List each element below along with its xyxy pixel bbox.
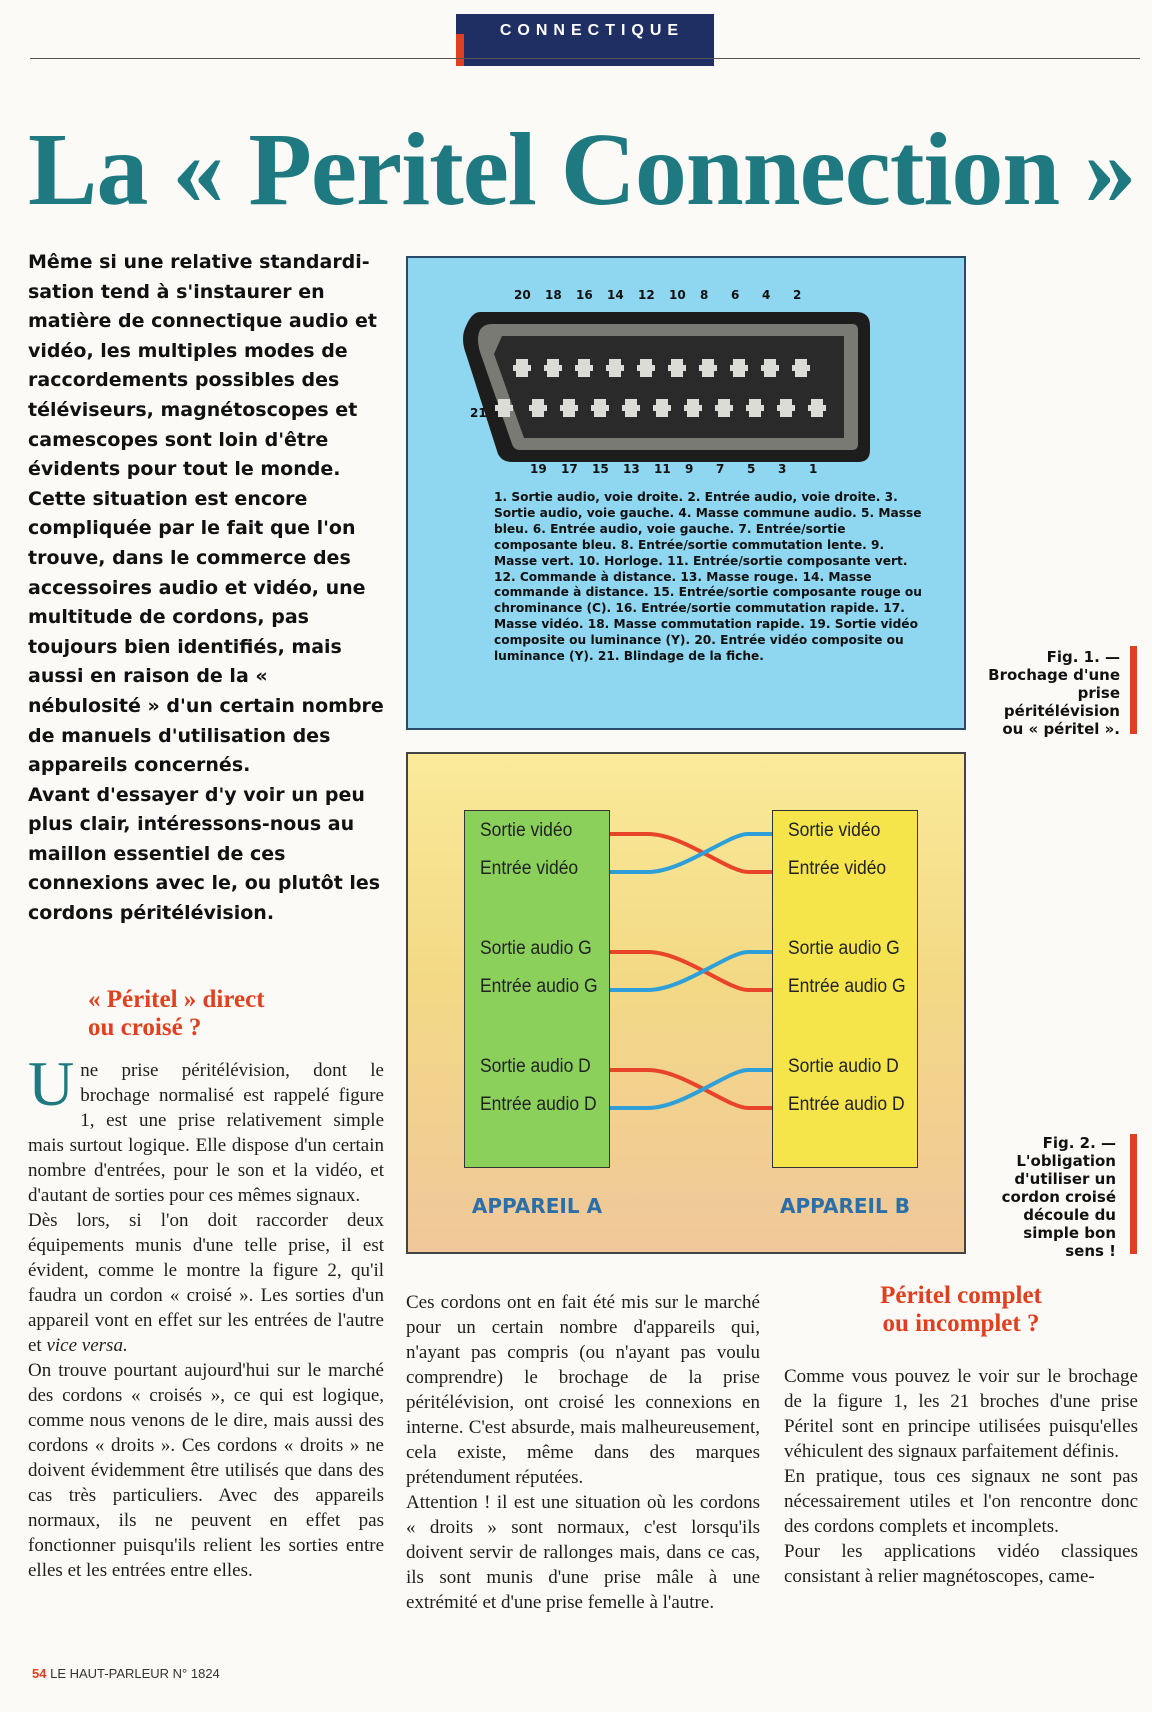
signal-label-a: Entrée audio G	[480, 976, 598, 997]
pin-number-8: 8	[700, 288, 709, 302]
signal-label-a: Sortie audio D	[480, 1056, 591, 1077]
wire-output-a-to-input-b	[610, 952, 772, 990]
wire-input-a-from-output-b	[610, 1070, 772, 1108]
paragraph: Ces cordons ont en fait été mis sur le marché pour un certain nombre d'appareils qui, n'ayant pas compris (ou n'ayant pas voulu comprendre) le brochage de la prise péritélévision, ont croisé les connexions en interne. C'est absurde, mais malheureusement, cela existe, même dans des marques prétendument réputées.	[406, 1292, 760, 1488]
italic-term: vice versa.	[46, 1335, 128, 1356]
pin-6-tab	[730, 365, 748, 371]
figure-1-caption: Fig. 1. — Brochage d'une prise péritélévision ou « péritel ».	[988, 648, 1120, 738]
pin-18-tab	[544, 365, 562, 371]
pin-12-tab	[637, 365, 655, 371]
signal-label-b: Sortie audio G	[788, 938, 900, 959]
pin-number-20: 20	[514, 288, 531, 302]
caption-accent-bar	[1130, 646, 1137, 734]
pin-legend: 1. Sortie audio, voie droite. 2. Entrée audio, voie droite. 3. Sortie audio, voie gauche. 4. Masse commune audio. 5. Masse bleu. 6. Entrée audio, voie gauche. 7. Entrée/sortie composante bleu. 8. Entrée/sortie commutation lente. 9. Masse vert. 10. Horloge. 11. Entrée/sortie composante vert. 12. Commande à distance. 13. Masse rouge. 14. Masse commande à distance. 15. Entrée/sortie composante rouge ou chrominance (C). 16. Entrée/sortie commutation rapide. 17. Masse vidéo. 18. Masse commutation rapide. 19. Sortie vidéo composite ou luminance (Y). 20. Entrée vidéo composite ou luminance (Y). 21. Blindage de la fiche.	[494, 490, 922, 664]
intro-text	[28, 248, 384, 929]
signal-label-a: Sortie audio G	[480, 938, 592, 959]
pin-number-15: 15	[592, 462, 609, 476]
magazine-issue: LE HAUT-PARLEUR N° 1824	[50, 1666, 220, 1681]
pin-number-1: 1	[809, 462, 818, 476]
figure-2-crossed-cable	[406, 752, 966, 1254]
pin-number-13: 13	[623, 462, 640, 476]
intro-paragraph: Cette situation est encore compliquée par le fait que l'on trouve, dans le commerce des accessoires audio et vidéo, une multitude de cordons, pas toujours bien identifiés, mais aussi en raison de la « nébulosité » d'un certain nombre de manuels d'utilisation des appareils concernés.	[28, 487, 384, 777]
signal-label-a: Sortie vidéo	[480, 820, 573, 841]
figure-2-caption: Fig. 2. — L'obligation d'utiliser un cordon croisé découle du simple bon sens !	[1001, 1134, 1116, 1260]
pin-11-tab	[653, 405, 671, 411]
pin-7-tab	[715, 405, 733, 411]
intro-paragraph: Même si une relative standardi-sation tend à s'instaurer en matière de connectique audio et vidéo, les multiples modes de raccordements possibles des téléviseurs, magnétoscopes et camescopes sont loin d'être évidents pour tout le monde.	[28, 251, 377, 481]
signal-label-a: Entrée vidéo	[480, 858, 579, 879]
pin-8-tab	[699, 365, 717, 371]
pin-number-2: 2	[793, 288, 802, 302]
pin-number-17: 17	[561, 462, 578, 476]
signal-label-b: Entrée audio D	[788, 1094, 905, 1115]
pin-number-12: 12	[638, 288, 655, 302]
pin-number-11: 11	[654, 462, 671, 476]
device-a-label: APPAREIL A	[471, 1194, 603, 1218]
column-2-text	[406, 1290, 760, 1615]
device-b-label: APPAREIL B	[780, 1194, 910, 1218]
header-rule	[30, 58, 1140, 59]
wire-output-a-to-input-b	[610, 834, 772, 872]
pin-number-16: 16	[576, 288, 593, 302]
pin-15-tab	[591, 405, 609, 411]
section-heading-complet-incomplet: Péritel complet ou incomplet ?	[880, 1282, 1042, 1337]
signal-label-b: Entrée audio G	[788, 976, 906, 997]
pin-number-18: 18	[545, 288, 562, 302]
paragraph: Pour les applications vidéo classiques consistant à relier magnétoscopes, came-	[784, 1541, 1138, 1587]
pin-16-tab	[575, 365, 593, 371]
pin-21-tab	[495, 405, 513, 411]
page-number: 54	[32, 1666, 47, 1681]
paragraph: Comme vous pouvez le voir sur le brochage de la figure 1, les 21 broches d'une prise Péritel sont en principe utilisées puisqu'elles véhiculent des signaux parfaitement définis.	[784, 1366, 1138, 1462]
rubric-accent	[456, 34, 464, 66]
column-1-text	[28, 1048, 384, 1583]
signal-label-b: Sortie vidéo	[788, 820, 881, 841]
pin-3-tab	[777, 405, 795, 411]
caption-accent-bar	[1130, 1134, 1137, 1254]
pin-9-tab	[684, 405, 702, 411]
pin-14-tab	[606, 365, 624, 371]
pin-number-3: 3	[778, 462, 787, 476]
pin-5-tab	[746, 405, 764, 411]
pin-number-10: 10	[669, 288, 686, 302]
pin-number-4: 4	[762, 288, 771, 302]
pin-4-tab	[761, 365, 779, 371]
pin-13-tab	[622, 405, 640, 411]
drop-cap: U	[28, 1048, 75, 1119]
pin-1-tab	[808, 405, 826, 411]
pin-number-19: 19	[530, 462, 547, 476]
paragraph: ne prise péritélévision, dont le brochage normalisé est rappelé figure 1, est une prise relativement simple mais surtout logique. Elle dispose d'un certain nombre d'entrées, pour le son et la vidéo, et d'autant de sorties pour ces mêmes signaux.	[28, 1060, 384, 1206]
wire-input-a-from-output-b	[610, 834, 772, 872]
page-footer	[32, 1666, 220, 1681]
wire-output-a-to-input-b	[610, 1070, 772, 1108]
intro-paragraph: Avant d'essayer d'y voir un peu plus clair, intéressons-nous au maillon essentiel de ces connexions avec le, ou plutôt les cordons péritélévision.	[28, 783, 381, 925]
column-3-text	[784, 1364, 1138, 1589]
pin-19-tab	[529, 405, 547, 411]
pin-number-21: 21	[470, 406, 487, 420]
pin-number-9: 9	[685, 462, 694, 476]
signal-label-a: Entrée audio D	[480, 1094, 597, 1115]
pin-number-6: 6	[731, 288, 740, 302]
paragraph: On trouve pourtant aujourd'hui sur le marché des cordons « croisés », ce qui est logique, comme nous venons de le dire, mais aussi des cordons « droits ». Ces cordons « droits » ne doivent évidemment être utilisés que dans des cas très particuliers. Avec des appareils normaux, ils ne peuvent en effet pas fonctionner puisqu'ils relient les sorties entre elles et les entrées entre elles.	[28, 1360, 384, 1581]
paragraph: Dès lors, si l'on doit raccorder deux équipements munis d'une telle prise, il est évident, comme le montre la figure 2, qu'il faudra un cordon « croisé ». Les sorties d'un appareil vont en effet sur les entrées de l'autre et	[28, 1210, 384, 1356]
pin-20-tab	[513, 365, 531, 371]
rubric-label: CONNECTIQUE	[499, 22, 685, 39]
signal-label-b: Sortie audio D	[788, 1056, 899, 1077]
pin-2-tab	[792, 365, 810, 371]
pin-number-5: 5	[747, 462, 756, 476]
signal-label-b: Entrée vidéo	[788, 858, 887, 879]
pin-number-14: 14	[607, 288, 624, 302]
wire-input-a-from-output-b	[610, 952, 772, 990]
article-title: La « Peritel Connection »	[28, 112, 1136, 227]
figure-1-peritel-pinout	[406, 256, 966, 730]
pin-10-tab	[668, 365, 686, 371]
paragraph: Attention ! il est une situation où les cordons « droits » sont normaux, c'est lorsqu'ils doivent servir de rallonges mais, dans ce cas, ils sont munis d'une prise mâle à une extrémité et d'une prise femelle à l'autre.	[406, 1492, 760, 1613]
pin-17-tab	[560, 405, 578, 411]
section-heading-direct-croise: « Péritel » direct ou croisé ?	[88, 986, 265, 1041]
paragraph: En pratique, tous ces signaux ne sont pas nécessairement utiles et l'on rencontre donc des cordons complets et incomplets.	[784, 1466, 1138, 1537]
pin-number-7: 7	[716, 462, 725, 476]
